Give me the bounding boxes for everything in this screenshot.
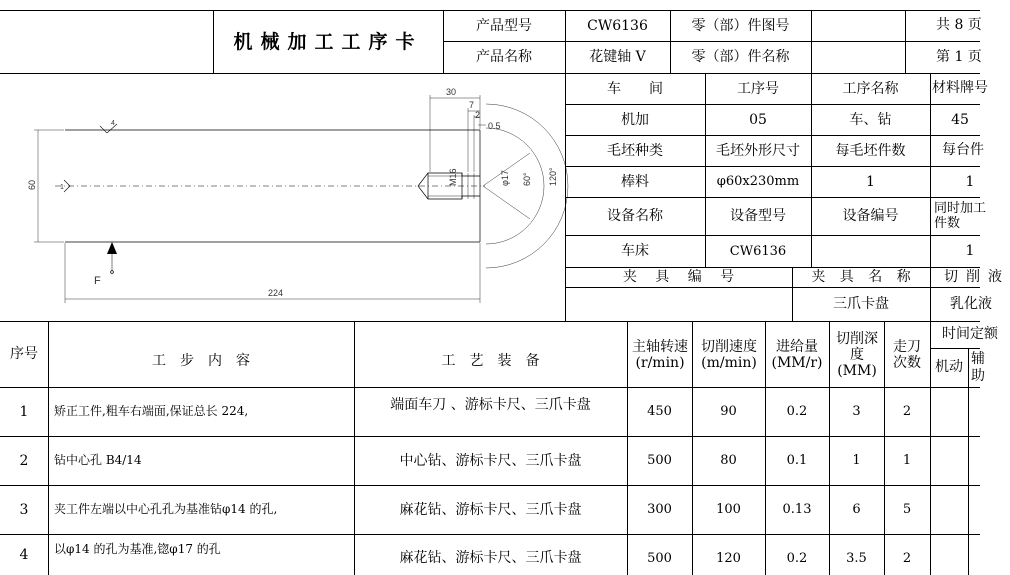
row-vc: 100 [716, 502, 741, 517]
row-depth: 1 [852, 453, 861, 468]
row-feed: 0.2 [786, 550, 808, 566]
row-equip: 中心钻、游标卡尺、三爪卡盘 [399, 452, 582, 469]
row-seq: 2 [19, 452, 29, 469]
dim-224: 224 [268, 288, 284, 298]
coolant-value: 乳化液 [950, 295, 992, 312]
fixture-no-value [565, 287, 792, 321]
col-machine-header: 机动 [935, 359, 963, 375]
product-name-value: 花键轴 V [589, 49, 646, 65]
blank-size-label: 毛坯外形尺寸 [716, 142, 800, 159]
product-name-label: 产品名称 [476, 49, 532, 65]
material-value: 45 [951, 111, 969, 128]
fixture-no-label: 夹 具 编 号 [622, 269, 735, 285]
row-vc: 90 [720, 404, 737, 419]
total-pages: 共 8 页 [936, 17, 982, 33]
row-speed: 300 [647, 502, 672, 517]
row-depth: 3.5 [846, 550, 867, 566]
workshop-label: 车 间 [607, 80, 663, 97]
fixture-name-value: 三爪卡盘 [833, 296, 889, 312]
col-time-header: 时间定额 [942, 326, 998, 342]
dim-2: 2 [475, 110, 481, 120]
row-equip: 麻花钻、游标卡尺、三爪卡盘 [399, 550, 582, 566]
equip-no-value [811, 235, 930, 267]
row-equip: 端面车刀 、游标卡尺、三爪卡盘 [390, 397, 591, 413]
col-equip-header: 工 艺 装 备 [441, 353, 540, 369]
part-name-label: 零（部）件名称 [691, 49, 790, 65]
simul-label: 同时加工件数 [934, 201, 987, 231]
row-feed: 0.2 [786, 404, 808, 419]
page-title: 机械加工工序卡 [233, 30, 423, 53]
op-name-label: 工序名称 [842, 80, 899, 97]
roughness-value: 4 [111, 120, 115, 127]
blanks-per-value: 1 [866, 173, 875, 190]
equip-name-value: 车床 [621, 243, 649, 259]
row-passes: 2 [902, 550, 912, 566]
row-depth: 3 [852, 404, 861, 419]
dim-60: 60 [27, 179, 37, 190]
row-equip: 麻花钻、游标卡尺、三爪卡盘 [399, 501, 582, 518]
product-model-label: 产品型号 [476, 17, 532, 34]
dim-m16: M16 [448, 168, 458, 186]
material-label: 材料牌号 [932, 80, 988, 96]
row-passes: 5 [902, 502, 912, 517]
row-feed: 0.13 [782, 502, 812, 517]
col-passes-header: 走刀次数 [893, 339, 921, 371]
col-step-header: 工 步 内 容 [152, 353, 250, 369]
col-seq-header: 序号 [10, 346, 38, 362]
row-speed: 500 [647, 550, 672, 566]
per-unit-label: 每台件 [942, 142, 984, 158]
part-drawing-no-value [811, 10, 905, 41]
col-speed-header: 主轴转速(r/min) [632, 339, 688, 371]
blank-size-value: φ60x230mm [716, 174, 800, 189]
row-step: 矫正工件,粗车右端面,保证总长 224, [54, 404, 249, 418]
col-aux-header: 辅助 [971, 350, 985, 384]
equip-model-label: 设备型号 [730, 208, 786, 224]
center-mark: 1 [60, 184, 64, 191]
row-step: 以φ14 的孔为基准,锪φ17 的孔 [54, 541, 221, 556]
dim-60-deg: 60° [522, 172, 532, 186]
dim-7: 7 [469, 100, 475, 110]
col-depth-header: 切削深度(MM) [836, 331, 878, 379]
col-vc-header: 切削速度(m/min) [701, 339, 757, 371]
col-feed-header: 进给量(MM/r) [771, 339, 823, 371]
dim-30: 30 [446, 87, 457, 97]
op-no-label: 工序号 [737, 80, 779, 97]
datum-f-label: F [94, 275, 101, 287]
coolant-label: 切削液 [944, 268, 1010, 285]
row-speed: 500 [647, 453, 672, 468]
row-seq: 3 [19, 501, 29, 518]
op-name-value: 车、钻 [849, 111, 892, 128]
row-vc: 80 [720, 453, 737, 468]
blanks-per-label: 每毛坯件数 [835, 142, 906, 159]
equip-name-label: 设备名称 [607, 208, 663, 224]
row-step: 钻中心孔 B4/14 [54, 453, 142, 467]
row-vc: 120 [716, 550, 741, 566]
workshop-value: 机加 [621, 111, 649, 128]
dim-phi17: φ17 [500, 170, 510, 186]
row-depth: 6 [852, 502, 861, 517]
fixture-name-label: 夹 具 名 称 [811, 269, 911, 285]
part-drawing-no-label: 零（部）件图号 [691, 17, 790, 34]
equip-no-label: 设备编号 [842, 208, 899, 224]
blank-type-label: 毛坯种类 [607, 142, 663, 159]
dim-0-5: 0.5 [488, 121, 501, 131]
dim-120-deg: 120° [548, 167, 558, 186]
simul-value: 1 [965, 243, 975, 259]
row-passes: 2 [902, 404, 912, 419]
per-unit-value: 1 [965, 173, 975, 190]
row-speed: 450 [647, 404, 672, 419]
row-seq: 4 [19, 546, 29, 563]
page-number: 第 1 页 [936, 48, 982, 65]
row-seq: 1 [19, 403, 29, 420]
op-no-value: 05 [749, 111, 767, 128]
equip-model-value: CW6136 [729, 243, 787, 259]
row-feed: 0.1 [786, 453, 808, 468]
row-step: 夹工件左端以中心孔孔为基准钻φ14 的孔, [54, 502, 278, 516]
product-model-value: CW6136 [587, 17, 648, 34]
blank-type-value: 棒料 [621, 173, 649, 190]
row-passes: 1 [902, 453, 912, 468]
part-drawing [0, 73, 565, 321]
part-name-value [811, 41, 905, 73]
